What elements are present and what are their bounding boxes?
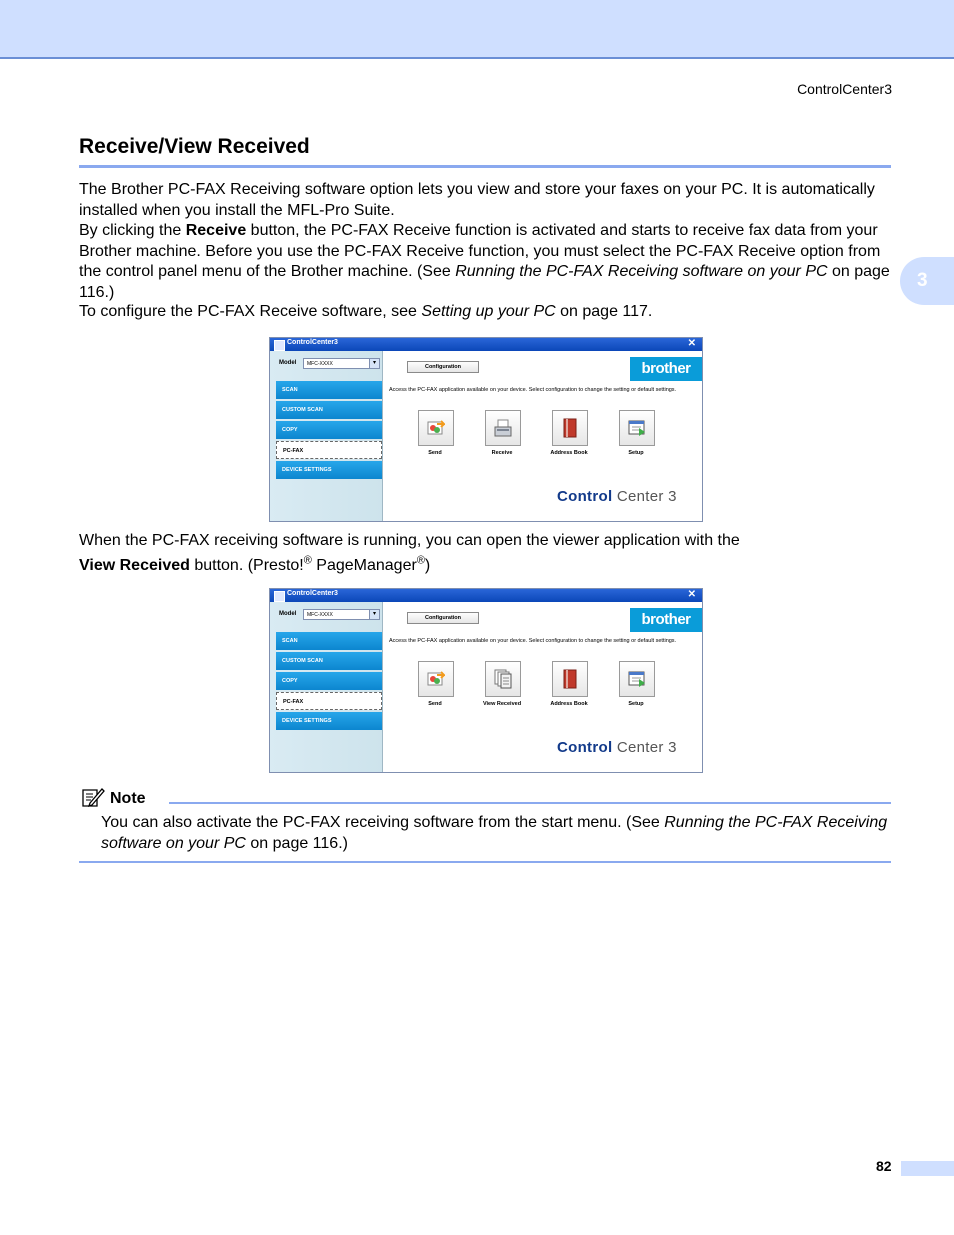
panel-description: Access the PC-FAX application available on your device. Select configuration to change the setting or default settings. [389, 638, 677, 644]
text: button, the PC-FAX Receive function is activated and starts to receive fax data from your Brother machine. Before you use the PC-FAX Receive function, you must select the PC-FAX Receive option from the control panel menu of the Brother machine. (See [79, 222, 881, 280]
window-titlebar [270, 589, 702, 602]
view-received-button[interactable] [485, 661, 521, 697]
send-label: Send [428, 450, 442, 456]
window-title: ControlCenter3 [287, 339, 338, 346]
model-value: MFC-XXXX [307, 612, 333, 618]
nav-copy[interactable]: COPY [276, 421, 382, 439]
header-area [383, 602, 702, 632]
note-body [101, 813, 891, 854]
model-select[interactable] [303, 358, 380, 369]
note-top-rule [169, 802, 891, 804]
setup-label: Setup [628, 701, 644, 707]
view-received-icon [494, 669, 512, 689]
controlcenter-screenshot-view-received [269, 588, 703, 773]
setup-button[interactable] [619, 661, 655, 697]
brother-logo: brother [630, 608, 702, 632]
text: By clicking the [79, 222, 186, 239]
address-book-label: Address Book [550, 701, 588, 707]
fax-machine-icon [494, 418, 512, 438]
model-label: Model [279, 360, 297, 366]
setup-icon [628, 418, 646, 438]
receive-term: Receive [185, 222, 247, 239]
brother-logo: brother [630, 357, 702, 381]
window-title: ControlCenter3 [287, 590, 338, 597]
model-value: MFC-XXXX [307, 361, 333, 367]
top-header-band [0, 0, 954, 59]
address-book-button[interactable] [552, 661, 588, 697]
configuration-button[interactable]: Configuration [407, 361, 479, 373]
send-button[interactable] [418, 410, 454, 446]
chapter-number: 3 [917, 270, 928, 291]
running-header: ControlCenter3 [797, 81, 892, 97]
text: You can also activate the PC-FAX receiving software from the start menu. (See [101, 814, 665, 831]
section-title-rule [79, 165, 891, 168]
section-title: Receive/View Received [79, 135, 310, 158]
note-bottom-rule [79, 861, 891, 863]
cross-reference: Running the PC-FAX Receiving software on your PC [455, 263, 828, 280]
address-book-label: Address Book [550, 450, 588, 456]
send-button[interactable] [418, 661, 454, 697]
note-pencil-icon [81, 786, 105, 808]
address-book-icon [561, 418, 579, 438]
close-icon[interactable]: ✕ [687, 338, 696, 349]
paragraph-configure [79, 302, 891, 323]
logo-rest: Center 3 [612, 739, 677, 756]
nav-device-settings[interactable]: DEVICE SETTINGS [276, 461, 382, 479]
address-book-icon [561, 669, 579, 689]
cross-reference: Running the PC-FAX Receiving software on your PC [101, 814, 888, 852]
note-label: Note [110, 790, 146, 807]
nav-scan[interactable]: SCAN [276, 632, 382, 650]
logo-bold: Control [557, 739, 613, 756]
model-label: Model [279, 611, 297, 617]
window-titlebar [270, 338, 702, 351]
send-label: Send [428, 701, 442, 707]
address-book-button[interactable] [552, 410, 588, 446]
chevron-down-icon[interactable]: ▾ [369, 359, 379, 368]
close-icon[interactable]: ✕ [687, 589, 696, 600]
receive-label: Receive [491, 450, 513, 456]
setup-button[interactable] [619, 410, 655, 446]
text: on page 116.) [245, 834, 348, 852]
nav-custom-scan[interactable]: CUSTOM SCAN [276, 652, 382, 670]
send-icon [427, 669, 445, 689]
logo-bold: Control [557, 488, 613, 505]
receive-button[interactable] [485, 410, 521, 446]
panel-description: Access the PC-FAX application available on your device. Select configuration to change the setting or default settings. [389, 387, 677, 393]
text: on page 117. [555, 303, 653, 320]
view-received-label: View Received [482, 701, 522, 707]
configuration-button[interactable]: Configuration [407, 612, 479, 624]
nav-pc-fax[interactable]: PC-FAX [276, 441, 382, 459]
paragraph-receive [79, 221, 891, 303]
logo-rest: Center 3 [612, 488, 677, 505]
app-icon [274, 591, 285, 602]
nav-custom-scan[interactable]: CUSTOM SCAN [276, 401, 382, 419]
send-icon [427, 418, 445, 438]
nav-device-settings[interactable]: DEVICE SETTINGS [276, 712, 382, 730]
text: PageManager [311, 557, 417, 574]
controlcenter-screenshot-receive [269, 337, 703, 522]
control-center-3-logo [557, 488, 677, 505]
app-icon [274, 340, 285, 351]
text: To configure the PC-FAX Receive software, see [79, 303, 422, 320]
registered-mark: ® [416, 554, 425, 567]
chevron-down-icon[interactable]: ▾ [369, 610, 379, 619]
header-area [383, 351, 702, 381]
setup-icon [628, 669, 646, 689]
nav-pc-fax[interactable]: PC-FAX [276, 692, 382, 710]
control-center-3-logo [557, 739, 677, 756]
text: ) [424, 557, 431, 574]
paragraph-view-received [79, 528, 891, 578]
nav-copy[interactable]: COPY [276, 672, 382, 690]
registered-mark: ® [303, 554, 312, 567]
nav-scan[interactable]: SCAN [276, 381, 382, 399]
model-select[interactable] [303, 609, 380, 620]
view-received-term: View Received [79, 557, 190, 574]
text: on page 116.) [79, 263, 890, 301]
setup-label: Setup [628, 450, 644, 456]
chapter-tab [900, 257, 954, 305]
text: button. (Presto! [189, 557, 304, 574]
paragraph-intro: The Brother PC-FAX Receiving software option lets you view and store your faxes on your PC. It is automatically installed when you install the MFL-Pro Suite. [79, 181, 875, 219]
text: When the PC-FAX receiving software is running, you can open the viewer application with the [79, 532, 740, 549]
cross-reference: Setting up your PC [421, 303, 556, 320]
page-tab-decoration [901, 1161, 954, 1176]
page-number: 82 [876, 1158, 892, 1174]
